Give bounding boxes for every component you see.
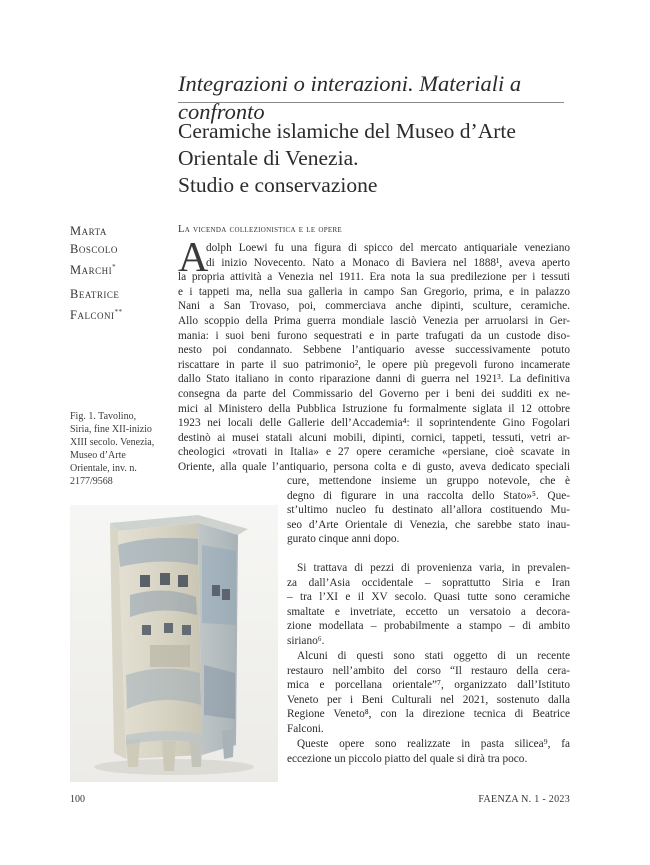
ceramic-table-photo xyxy=(70,505,278,782)
body-line: cheologici «trovati in Italia» e 27 opere ceramiche «persiane, cioè scavate in xyxy=(178,446,570,459)
body-line: Oriente, alla quale l’antiquario, persona colta e di gusto, aveva dedicato speciali xyxy=(178,460,570,473)
caption-line: Siria, fine XII-inizio xyxy=(70,424,152,435)
body-line: mania: i suoi beni furono sequestrati e in parte trafugati da un custode diso- xyxy=(178,329,570,342)
author-footnote-mark: ** xyxy=(114,308,123,316)
body-line: destinò ai musei statali alcuni mobili, dipinti, cornici, tappeti, tessuti, vetri ar- xyxy=(178,431,570,444)
section-heading: La vicenda collezionistica e le opere xyxy=(178,224,343,235)
body-line: Alcuni di questi sono stati oggetto di un recente xyxy=(297,650,570,662)
body-line: Allo scoppio della Prima guerra mondiale lasciò Venezia per arruolarsi in Ger- xyxy=(178,314,570,327)
paragraph-1-continued xyxy=(287,474,570,547)
article-title-line: Studio e conservazione xyxy=(178,173,378,197)
article-title-line: Orientale di Venezia. xyxy=(178,146,359,170)
body-line: dallo Stato italiano in conto riparazione danni di guerra nel 1921³. La definitiva xyxy=(178,373,570,386)
body-line: 1923 nei locali delle Gallerie dell’Accademia⁴: il soprintendente Gino Fogolari xyxy=(178,417,570,430)
body-line: mica e porcellana orientale”⁷, organizzato dall’Istituto xyxy=(287,679,570,692)
body-line: e i tappeti ma, nella sua galleria in campo San Gregorio, prima, e in palazzo xyxy=(178,285,570,298)
body-line: Falconi. xyxy=(287,722,324,735)
body-line: mici al Ministero della Pubblica Istruzione fu formalmente siglata il 12 ottobre xyxy=(178,402,570,415)
caption-line: Fig. 1. Tavolino, xyxy=(70,411,137,422)
body-line: smaltate e invetriate, eccetto un versatoio a decora- xyxy=(287,605,570,618)
paragraph-1 xyxy=(178,241,570,475)
author-marta-boscolo-marchi xyxy=(70,222,118,279)
body-line: gurato cinque anni dopo. xyxy=(287,533,400,546)
body-line: la propria attività a Venezia nel 1911. Era nota la sua predilezione per i tessuti xyxy=(178,271,570,284)
body-line: siriano⁶. xyxy=(287,634,325,647)
author-name-line: Marchi* xyxy=(70,263,117,278)
body-line: dolph Loewi fu una figura di spicco del mercato antiquariale veneziano xyxy=(206,242,570,254)
body-line: seo d’Arte Orientale di Venezia, che sarebbe stato inau- xyxy=(287,518,570,531)
caption-line: XIII secolo. Venezia, xyxy=(70,437,155,448)
body-line: restauro nell’ambito del corso “Il restauro della cera- xyxy=(287,664,570,677)
paragraph-3 xyxy=(287,649,570,737)
body-line: nesto poi condannato. Sebbene l’antiquario avesse successivamente potuto xyxy=(178,344,570,357)
body-line: eccezione un piccolo piatto del quale si dirà tra poco. xyxy=(287,752,528,765)
author-name-line: Boscolo xyxy=(70,242,118,256)
figure-caption xyxy=(70,410,170,488)
journal-footer: FAENZA N. 1 - 2023 xyxy=(478,794,570,805)
drop-cap: A xyxy=(178,235,209,281)
caption-line: 2177/9568 xyxy=(70,476,113,487)
caption-line: Museo d’Arte xyxy=(70,450,126,461)
author-name-line: Falconi** xyxy=(70,308,123,323)
body-line: di inizio Novecento. Nato a Monaco di Baviera nel 1888¹, aveva aperto xyxy=(206,256,570,269)
body-line: st’ultimo nucleo fu destinato all’allora costituendo Mu- xyxy=(287,504,570,517)
author-name-line: Marta xyxy=(70,224,107,238)
author-footnote-mark: * xyxy=(112,263,117,271)
body-line: consegna da parte del Commissario del Governo per i beni dei sudditi ex ne- xyxy=(178,387,570,400)
author-beatrice-falconi xyxy=(70,285,122,324)
article-title xyxy=(178,118,578,199)
caption-line: Orientale, inv. n. xyxy=(70,463,137,474)
series-title: Integrazioni o interazioni. Materiali a confronto xyxy=(178,71,522,124)
body-line: zione modellata – probabilmente a stampo – di ambito xyxy=(287,620,570,633)
body-line: Nani a San Trovaso, poi, commerciava anche dipinti, sculture, ceramiche. xyxy=(178,300,570,313)
body-line: Regione Veneto⁸, con la direzione tecnica di Beatrice xyxy=(287,708,570,721)
body-line: cure, mettendone insieme un gruppo notevole, che è xyxy=(287,475,570,487)
body-line: za dall’Asia occidentale – soprattutto Siria e Iran xyxy=(287,576,570,589)
body-line: Queste opere sono realizzate in pasta silicea⁹, fa xyxy=(297,738,570,750)
body-line: degno di figurare in una raccolta dello Stato»⁵. Que- xyxy=(287,489,570,502)
paragraph-4 xyxy=(287,737,570,766)
body-line: riscattare in parte il suo patrimonio², le opere più pregevoli furono incamerate xyxy=(178,358,570,371)
article-title-line: Ceramiche islamiche del Museo d’Arte xyxy=(178,119,516,143)
body-line: Veneto per i Beni Culturali nel 2021, sostenuto dalla xyxy=(287,693,570,706)
body-line: – tra l’XI e il XV secolo. Quasi tutte sono ceramiche xyxy=(287,591,570,604)
author-name-line: Beatrice xyxy=(70,287,120,301)
body-line: Si trattava di pezzi di provenienza varia, in prevalen- xyxy=(297,562,570,574)
paragraph-2 xyxy=(287,561,570,649)
ceramic-table-illustration xyxy=(70,505,278,782)
title-rule xyxy=(178,102,564,103)
page-number: 100 xyxy=(70,794,85,805)
